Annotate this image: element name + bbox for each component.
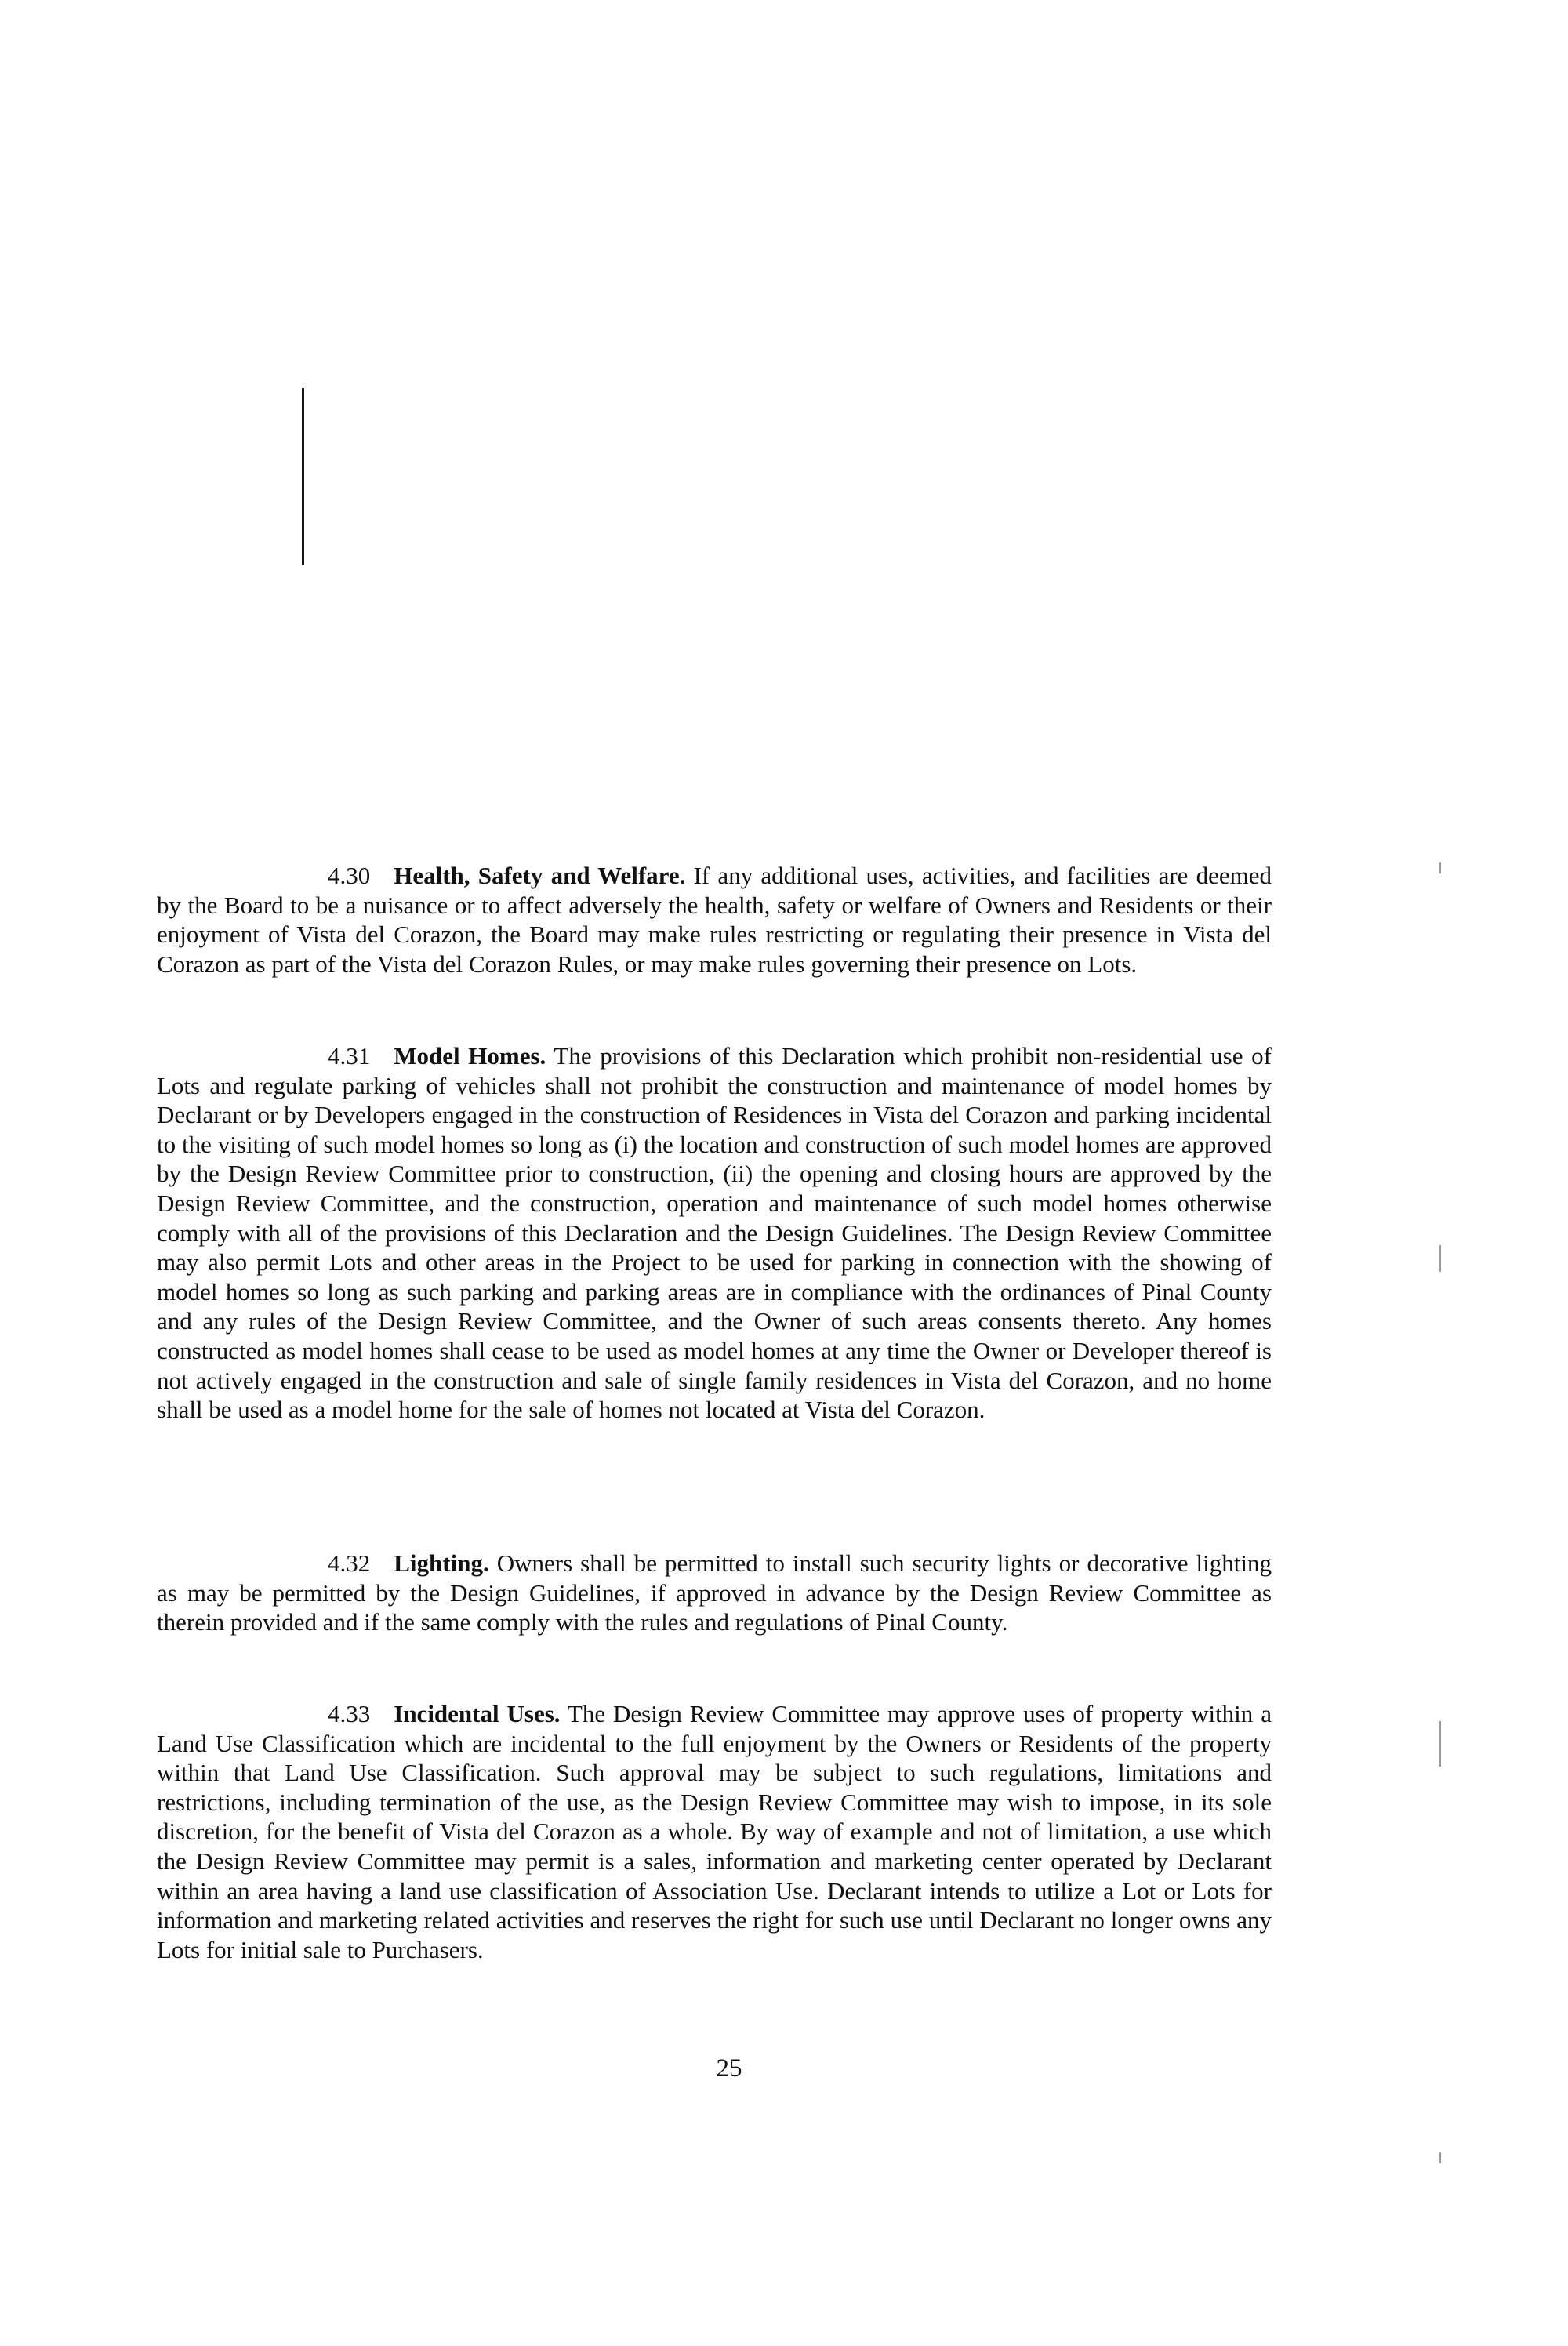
scan-artifact bbox=[1439, 1721, 1441, 1767]
section-4-33 bbox=[157, 1699, 1272, 1964]
section-number: 4.32 bbox=[328, 1549, 371, 1577]
section-heading: Lighting. bbox=[394, 1549, 489, 1577]
margin-rule-line bbox=[302, 388, 304, 565]
section-4-31 bbox=[157, 1041, 1272, 1425]
section-body: If any additional uses, activities, and facilities are deemed by the Board to be a nuisance or to affect adversely the health, safety or welfare of Owners and Residents or their enjoyment of Vista del Corazon, the Board may make rules restricting or regulating their presence in Vista del Corazon as part of the Vista del Corazon Rules, or may make rules governing their presence on Lots. bbox=[157, 862, 1272, 978]
section-body: The Design Review Committee may approve uses of property within a Land Use Classification which are incidental to the full enjoyment by the Owners or Residents of the property within that Land Use Classification. Such approval may be subject to such regulations, limitations and restrictions, including termination of the use, as the Design Review Committee may wish to impose, in its sole discretion, for the benefit of Vista del Corazon as a whole. By way of example and not of limitation, a use which the Design Review Committee may permit is a sales, information and marketing center operated by Declarant within an area having a land use classification of Association Use. Declarant intends to utilize a Lot or Lots for information and marketing related activities and reserves the right for such use until Declarant no longer owns any Lots for initial sale to Purchasers. bbox=[157, 1700, 1272, 1963]
scan-artifact bbox=[1439, 2152, 1441, 2163]
scan-artifact bbox=[1439, 1245, 1441, 1272]
section-heading: Model Homes. bbox=[394, 1042, 546, 1070]
section-body: Owners shall be permitted to install such security lights or decorative lighting as may be permitted by the Design Guidelines, if approved in advance by the Design Review Committee as therein provided and if the same comply with the rules and regulations of Pinal County. bbox=[157, 1549, 1272, 1636]
page-number: 25 bbox=[716, 2054, 742, 2083]
section-number: 4.30 bbox=[328, 862, 371, 889]
section-number: 4.31 bbox=[328, 1042, 371, 1070]
section-heading: Health, Safety and Welfare. bbox=[394, 862, 686, 889]
section-4-32 bbox=[157, 1549, 1272, 1637]
section-body: The provisions of this Declaration which prohibit non-residential use of Lots and regulate parking of vehicles shall not prohibit the construction and maintenance of model homes by Declarant or by Developers engaged in the construction of Residences in Vista del Corazon and parking incidental to the visiting of such model homes so long as (i) the location and construction of such model homes are approved by the Design Review Committee prior to construction, (ii) the opening and closing hours are approved by the Design Review Committee, and the construction, operation and maintenance of such model homes otherwise comply with all of the provisions of this Declaration and the Design Guidelines. The Design Review Committee may also permit Lots and other areas in the Project to be used for parking in connection with the showing of model homes so long as such parking and parking areas are in compliance with the ordinances of Pinal County and any rules of the Design Review Committee, and the Owner of such areas consents thereto. Any homes constructed as model homes shall cease to be used as model homes at any time the Owner or Developer thereof is not actively engaged in the construction and sale of single family residences in Vista del Corazon, and no home shall be used as a model home for the sale of homes not located at Vista del Corazon. bbox=[157, 1042, 1272, 1424]
scan-artifact bbox=[1439, 862, 1441, 873]
section-4-30 bbox=[157, 861, 1272, 979]
section-heading: Incidental Uses. bbox=[394, 1700, 561, 1727]
section-number: 4.33 bbox=[328, 1700, 371, 1727]
